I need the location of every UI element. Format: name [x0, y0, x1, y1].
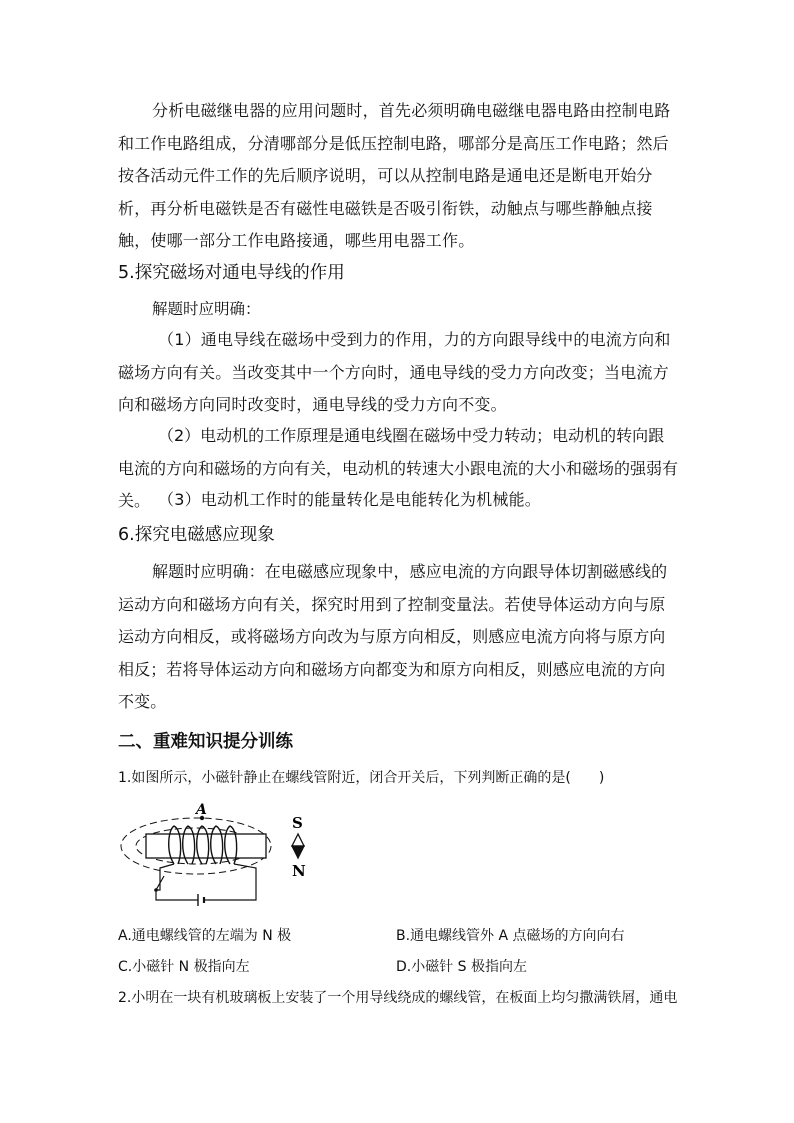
solenoid-diagram	[116, 794, 316, 914]
label-n-pole: N	[292, 862, 306, 880]
section5-item-3: （3）电动机工作时的能量转化是电能转化为机械能。	[158, 490, 541, 509]
question-1-stem: 1.如图所示，小磁针静止在螺线管附近，闭合开关后，下列判断正确的是( )	[118, 770, 605, 786]
option-b: B.通电螺线管外 A 点磁场的方向向右	[396, 928, 625, 944]
label-point-a: A	[196, 802, 207, 818]
question-2-stem: 2.小明在一块有机玻璃板上安装了一个用导线绕成的螺线管，在板面上均匀撒满铁屑，通电	[118, 990, 678, 1006]
circuit-wire-right	[208, 864, 256, 900]
solenoid-core	[146, 834, 266, 858]
label-s-pole: S	[292, 814, 303, 832]
compass-needle-icon	[292, 834, 304, 846]
section5-tip: 解题时应明确：	[152, 300, 261, 318]
section5-item-1: （1）通电导线在磁场中受到力的作用，力的方向跟导线中的电流方向和磁场方向有关。当改变其中一个方向时，通电导线的受力方向改变；当电流方向和磁场方向同时改变时，通电导线的受力方向不变。	[118, 330, 671, 414]
section6-paragraph: 解题时应明确：在电磁感应现象中，感应电流的方向跟导体切割磁感线的运动方向和磁场方向有关，探究时用到了控制变量法。若使导体运动方向与原运动方向相反，或将磁场方向改为与原方向相反，则感应电流方向将与原方向相反；若将导体运动方向和磁场方向都变为和原方向相反，则感应电流的方向不变。	[118, 562, 668, 711]
relay-analysis-paragraph: 分析电磁继电器的应用问题时，首先必须明确电磁继电器电路由控制电路和工作电路组成，分清哪部分是低压控制电路，哪部分是高压工作电路；然后按各活动元件工作的先后顺序说明，可以从控制电路是通电还是断电开始分析，再分析电磁铁是否有磁性电磁铁是否吸引衔铁，动触点与哪些静触点接触，使哪一部分工作电路接通，哪些用电器工作。	[118, 101, 671, 250]
section6-heading: 6.探究电磁感应现象	[118, 525, 275, 545]
section5-item-2: （2）电动机的工作原理是通电线圈在磁场中受力转动；电动机的转向跟电流的方向和磁场的方向有关，电动机的转速大小跟电流的大小和磁场的强弱有关。	[118, 426, 679, 510]
part2-heading: 二、重难知识提分训练	[118, 732, 293, 752]
section5-heading: 5.探究磁场对通电导线的作用	[118, 263, 345, 283]
option-a: A.通电螺线管的左端为 N 极	[118, 928, 292, 944]
option-c: C.小磁针 N 极指向左	[118, 959, 250, 975]
option-d: D.小磁针 S 极指向左	[396, 959, 528, 975]
